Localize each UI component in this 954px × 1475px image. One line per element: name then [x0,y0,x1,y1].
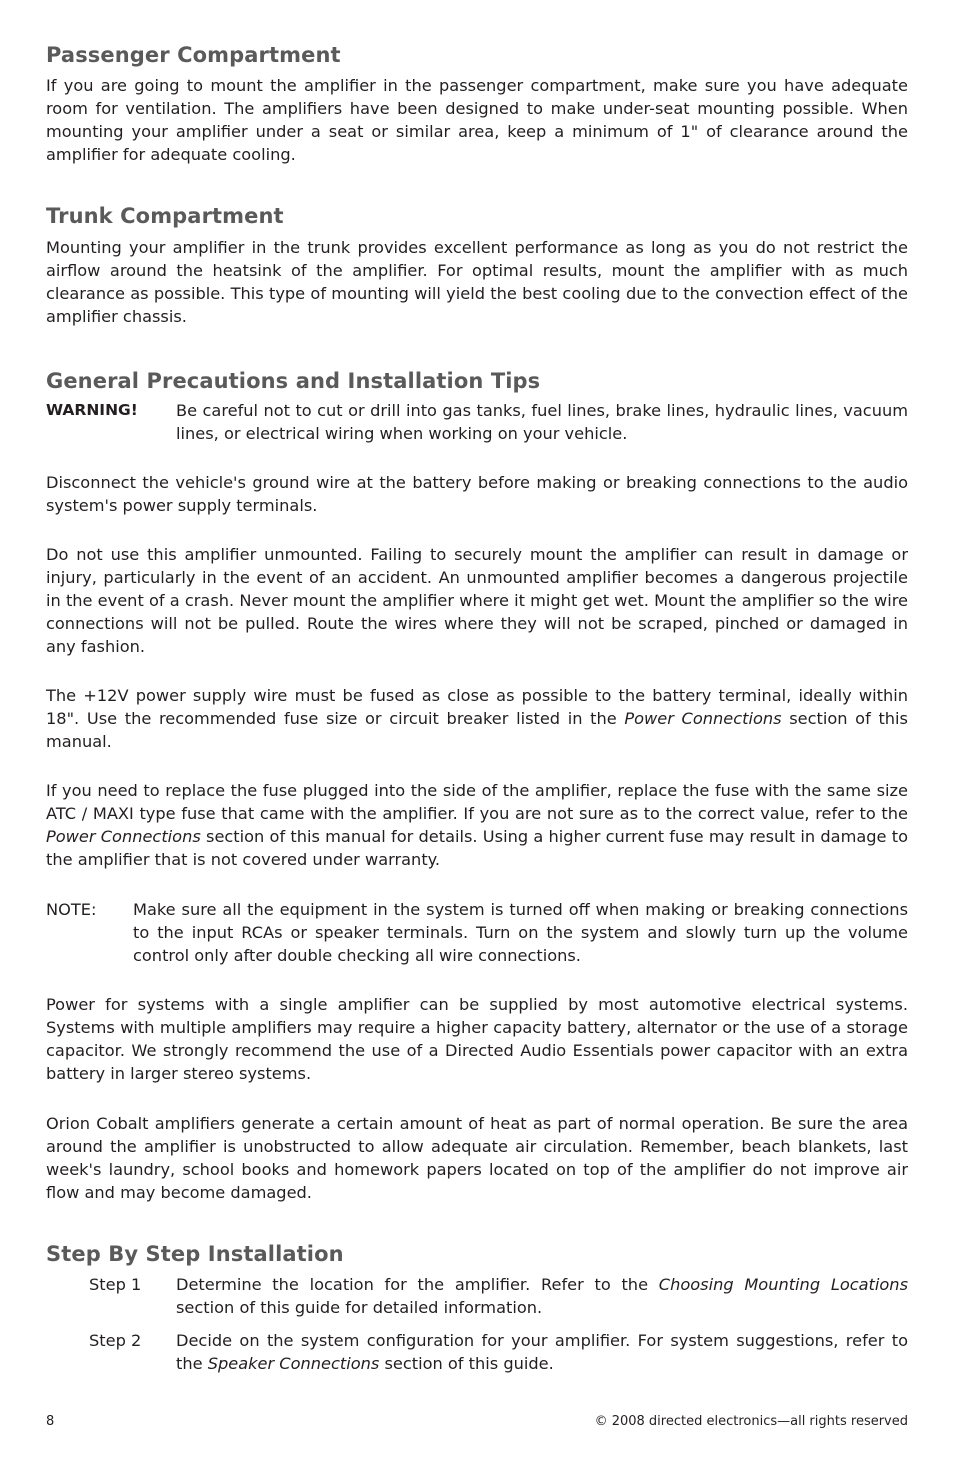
section-title-precautions: General Precautions and Installation Tips [46,369,541,393]
step-text: Determine the location for the amplifier. Refer to the Choosing Mounting Locations section of this guide for detailed information. [176,1275,908,1317]
note-label: NOTE: [46,900,97,919]
precaution-paragraph: Power for systems with a single amplifier can be supplied by most automotive electrical systems. Systems with multiple amplifiers may require a higher capacity battery, alternator or the use of a storage capacitor. We strongly recommend the use of a Directed Audio Essentials power capacitor with an extra battery in larger stereo systems. [46,995,908,1083]
step-item [89,1273,908,1319]
precaution-paragraph: Disconnect the vehicle's ground wire at the battery before making or breaking connections to the audio system's power supply terminals. [46,473,908,515]
step-label: Step 1 [89,1275,142,1294]
passenger-body: If you are going to mount the amplifier in the passenger compartment, make sure you have adequate room for ventilation. The amplifiers have been designed to make under-seat mounting possible. When mounting your amplifier under a seat or similar area, keep a minimum of 1" of clearance around the amplifier for adequate cooling. [46,76,908,164]
section-title-passenger: Passenger Compartment [46,43,341,67]
precaution-paragraph: The +12V power supply wire must be fused as close as possible to the battery terminal, ideally within 18". Use the recommended fuse size or circuit breaker listed in the Power Connections section of this manual. [46,686,908,751]
warning-label: WARNING! [46,401,138,419]
precaution-paragraph: Orion Cobalt amplifiers generate a certain amount of heat as part of normal operation. Be sure the area around the amplifier is unobstructed to allow adequate air circulation. Remember, beach blankets, last week's laundry, school books and homework papers located on top of the amplifier do not improve air flow and may become damaged. [46,1114,908,1202]
section-title-trunk: Trunk Compartment [46,204,284,228]
note-text: Make sure all the equipment in the system is turned off when making or breaking connections to the input RCAs or speaker terminals. Turn on the system and slowly turn up the volume control only after double checking all wire connections. [133,900,908,965]
warning-block [46,399,908,445]
precaution-paragraph: Do not use this amplifier unmounted. Failing to securely mount the amplifier can result in damage or injury, particularly in the event of an accident. An unmounted amplifier becomes a dangerous projectile in the event of a crash. Never mount the amplifier where it might get wet. Mount the amplifier so the wire connections will not be pulled. Route the wires where they will not be scraped, pinched or damaged in any fashion. [46,545,908,656]
manual-page [46,40,908,1375]
page-footer [46,1414,908,1429]
page-number: 8 [46,1414,55,1429]
copyright: © 2008 directed electronics—all rights reserved [594,1414,908,1429]
step-item [89,1329,908,1375]
precaution-paragraph: If you need to replace the fuse plugged into the side of the amplifier, replace the fuse with the same size ATC / MAXI type fuse that came with the amplifier. If you are not sure as to the correct value, refer to the Power Connections section of this manual for details. Using a higher current fuse may result in damage to the amplifier that is not covered under warranty. [46,781,908,869]
step-label: Step 2 [89,1331,142,1350]
section-title-steps: Step By Step Installation [46,1242,344,1266]
trunk-body: Mounting your amplifier in the trunk provides excellent performance as long as you do not restrict the airflow around the heatsink of the amplifier. For optimal results, mount the amplifier with as much clearance as possible. This type of mounting will yield the best cooling due to the convection effect of the amplifier chassis. [46,238,908,326]
note-block [46,898,908,967]
step-text: Decide on the system configuration for your amplifier. For system suggestions, refer to the Speaker Connections section of this guide. [176,1331,908,1373]
warning-text: Be careful not to cut or drill into gas tanks, fuel lines, brake lines, hydraulic lines, vacuum lines, or electrical wiring when working on your vehicle. [176,401,908,443]
